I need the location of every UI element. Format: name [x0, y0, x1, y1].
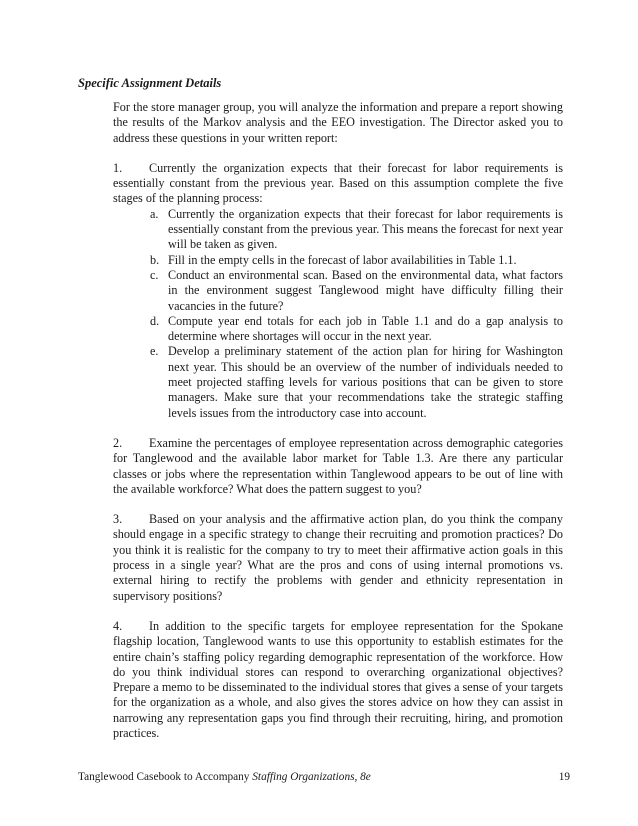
question-text: In addition to the specific targets for employee representation for the Spokane flagship location, Tanglewood wants to use this opportunity to establish estimates for the entire chain’s staffing policy regarding demographic representation of the workforce. How do you think individual stores can respond to overarching organizational objectives? Prepare a memo to be disseminated to the individual stores that gives a sense of your targets for the organization as a whole, and also gives the stores advice on how they can assist in narrowing any representation gaps you find through their recruiting, hiring, and promotion practices.: [113, 618, 563, 740]
footer-citation: [78, 771, 371, 783]
list-item-text: Compute year end totals for each job in Table 1.1 and do a gap analysis to determine where shortages will occur in the next year.: [168, 313, 563, 344]
question-number: 1.: [113, 160, 123, 175]
question-1-subitems: [113, 207, 563, 421]
question-text: Based on your analysis and the affirmative action plan, do you think the company should engage in a specific strategy to change their recruiting and promotion practices? Do you think it is realistic for the company to try to meet their affirmative action goals in this process in a single year? What are the pros and cons of using internal promotions vs. external hiring to rectify the problems with gender and ethnicity representation in supervisory positions?: [113, 512, 563, 603]
list-item: [150, 344, 563, 420]
page-footer: [78, 771, 570, 783]
question-3: [113, 512, 563, 604]
question-text: Currently the organization expects that their forecast for labor requirements is essentially constant from the previous year. Based on this assumption complete the five stages of the planning process:: [113, 160, 563, 206]
footer-prefix: Tanglewood Casebook to Accompany: [78, 771, 253, 783]
list-item: [150, 253, 563, 268]
list-item-letter: e.: [150, 344, 159, 359]
question-4: [113, 619, 563, 741]
question-text: Examine the percentages of employee representation across demographic categories for Tanglewood and the available labor market for Table 1.3. Are there any particular classes or jobs where the representation within Tanglewood appears to be out of line with the available workforce? What does the pattern suggest to you?: [113, 435, 563, 496]
list-item-letter: c.: [150, 267, 159, 282]
list-item-text: Fill in the empty cells in the forecast of labor availabilities in Table 1.1.: [168, 252, 517, 267]
question-number: 2.: [113, 435, 123, 450]
list-item: [150, 207, 563, 253]
question-number: 3.: [113, 512, 123, 527]
list-item-letter: a.: [150, 206, 159, 221]
list-item-text: Develop a preliminary statement of the action plan for hiring for Washington next year. This should be an overview of the number of individuals needed to meet projected staffing levels for various positions that can be given to store managers. Make sure that your recommendations take the strategic staffing levels issues from the introductory case into account.: [168, 344, 563, 420]
question-2: [113, 436, 563, 497]
question-number: 4.: [113, 618, 123, 633]
section-heading: Specific Assignment Details: [78, 76, 222, 90]
intro-paragraph: For the store manager group, you will analyze the information and prepare a report showing the results of the Markov analysis and the EEO investigation. The Director asked you to address these questions in your written report:: [113, 100, 563, 145]
list-item-letter: d.: [150, 313, 160, 328]
list-item: [150, 268, 563, 314]
list-item: [150, 314, 563, 345]
document-body: [113, 100, 563, 756]
list-item-letter: b.: [150, 252, 160, 267]
page-number: 19: [558, 771, 570, 783]
list-item-text: Currently the organization expects that their forecast for labor requirements is essentially constant from the previous year. This means the forecast for next year will be taken as given.: [168, 206, 563, 252]
question-1: [113, 161, 563, 207]
footer-book-title: Staffing Organizations, 8e: [252, 771, 371, 783]
list-item-text: Conduct an environmental scan. Based on the environmental data, what factors in the environment suggest Tanglewood might have difficulty filling their vacancies in the future?: [168, 267, 563, 313]
